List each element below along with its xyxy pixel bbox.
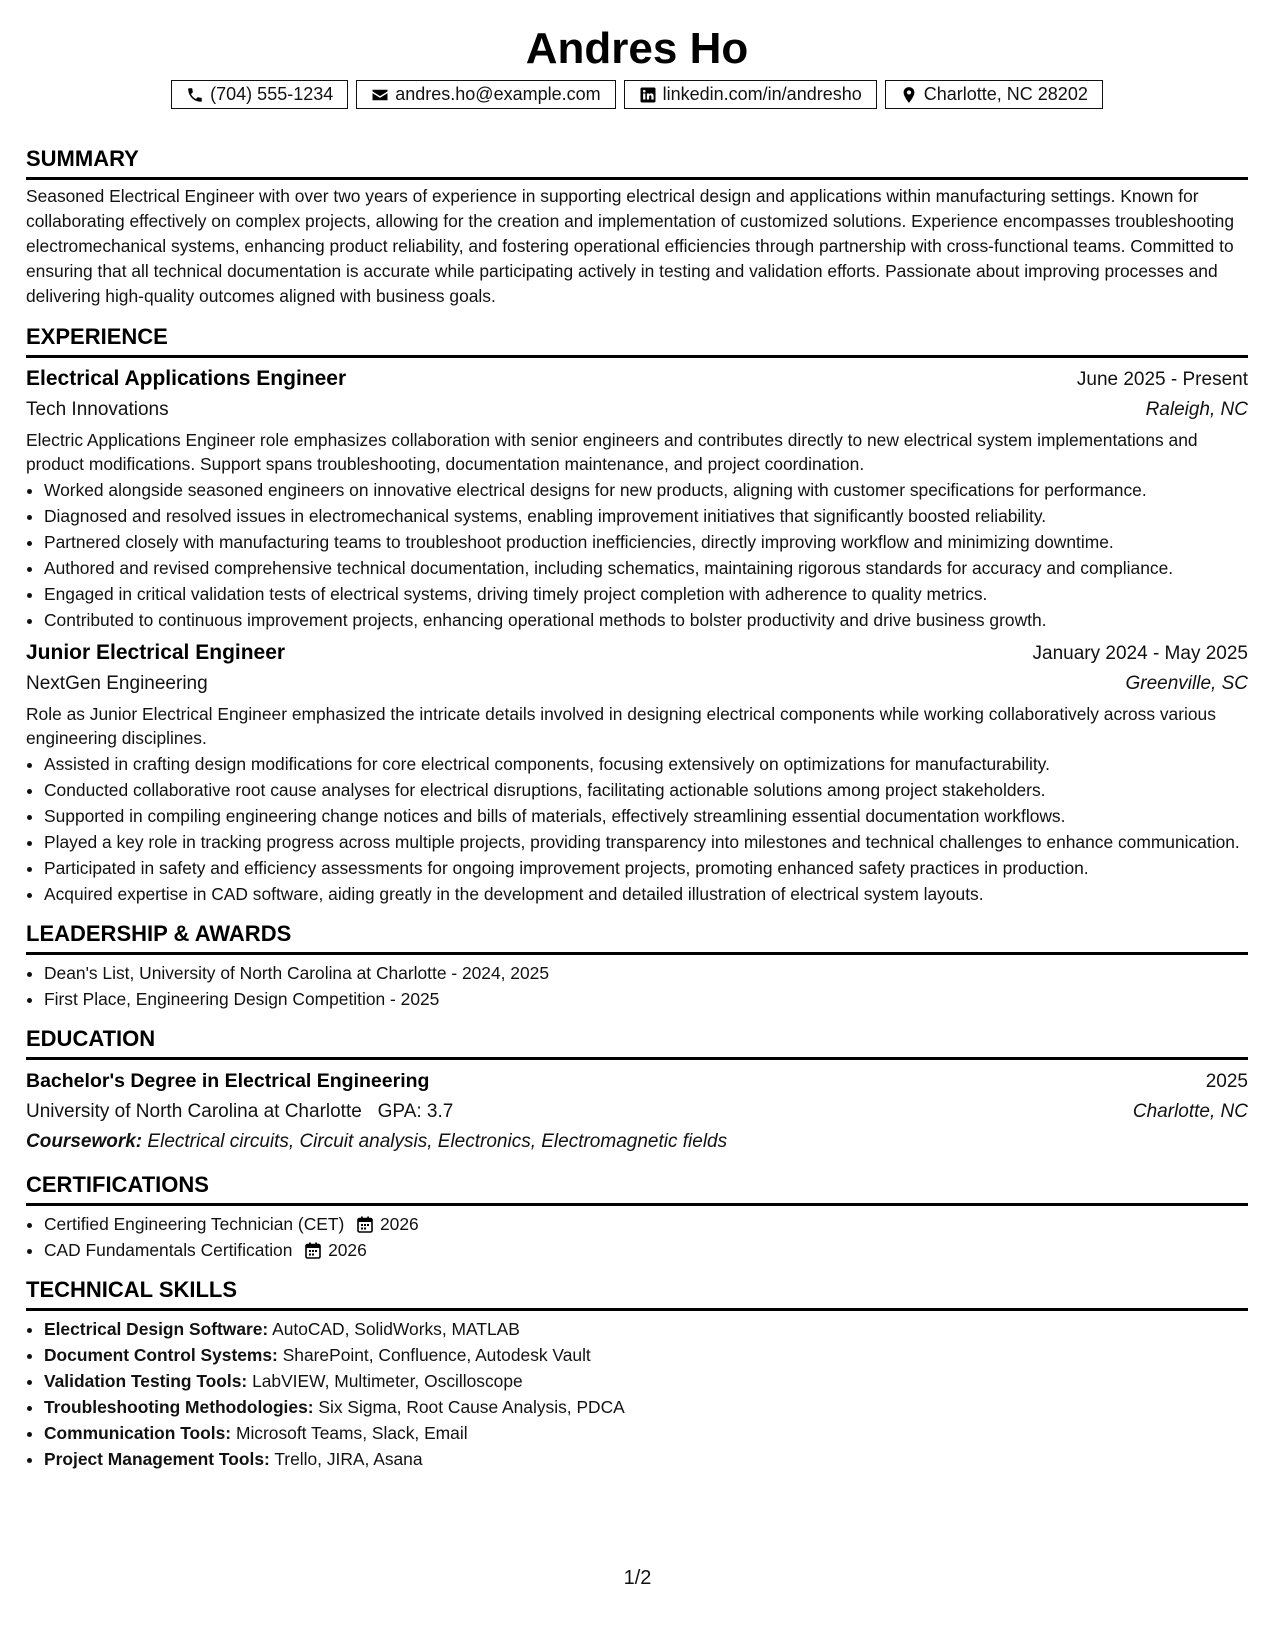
list-item: • Worked alongside seasoned engineers on innovative electrical designs for new products, aligning with customer specifications for performance.: [44, 478, 1248, 502]
summary-heading: SUMMARY: [26, 145, 1248, 180]
contact-phone-text: (704) 555-1234: [210, 84, 334, 104]
map-pin-icon: [900, 86, 918, 104]
summary-text: Seasoned Electrical Engineer with over two years of experience in supporting electrical design and applications within manufacturing settings. Known for collaborating effectively on complex projects, allowing for the creation and implementation of customized solutions. Experience encompasses troubleshooting electromechanical systems, enhancing product reliability, and fostering operational efficiencies through partnership with cross-functional teams. Committed to ensuring that all technical documentation is accurate while participating actively in testing and validation efforts. Passionate about improving processes and delivering high-quality outcomes aligned with business goals.: [26, 186, 1235, 306]
list-item: [44, 1447, 1248, 1471]
job-company: Tech Innovations: [26, 399, 169, 420]
list-item: [44, 1421, 1248, 1445]
job-description: Electric Applications Engineer role emphasizes collaboration with senior engineers and contributes directly to new electrical system implementations and product modifications. Support spans troubleshooting, documentation maintenance, and project coordination.: [26, 430, 1198, 474]
skill-label: Troubleshooting Methodologies:: [44, 1397, 314, 1417]
skills-list: [26, 1317, 1248, 1471]
certification-year: 2026: [328, 1240, 367, 1260]
job-title: Electrical Applications Engineer: [26, 367, 347, 390]
skills-heading: TECHNICAL SKILLS: [26, 1276, 1248, 1311]
skills-section: [26, 1276, 1248, 1471]
skill-value: Six Sigma, Root Cause Analysis, PDCA: [318, 1397, 625, 1417]
list-item: • Authored and revised comprehensive technical documentation, including schematics, maintaining rigorous standards for accuracy and compliance.: [44, 556, 1248, 580]
list-item: • Assisted in crafting design modifications for core electrical components, focusing extensively on optimizations for manufacturability.: [44, 752, 1248, 776]
list-item: • Contributed to continuous improvement projects, enhancing operational methods to bolster productivity and drive business growth.: [44, 608, 1248, 632]
contact-email-text: andres.ho@example.com: [395, 84, 601, 104]
resume-content: [26, 22, 1248, 1471]
candidate-name: Andres Ho: [525, 24, 749, 73]
list-item: • Played a key role in tracking progress across multiple projects, providing transparency into milestones and technical challenges to enhance communication.: [44, 830, 1248, 854]
job-entry: [26, 638, 1248, 906]
list-item: • First Place, Engineering Design Competition - 2025: [44, 987, 1248, 1011]
school-location: Charlotte, NC: [1132, 1101, 1248, 1122]
job-location: Raleigh, NC: [1145, 399, 1248, 420]
skill-value: Trello, JIRA, Asana: [274, 1449, 423, 1469]
education-section: [26, 1025, 1248, 1157]
skill-label: Validation Testing Tools:: [44, 1371, 248, 1391]
job-bullets: [26, 478, 1248, 632]
contact-email[interactable]: [356, 80, 615, 109]
contact-linkedin-text: linkedin.com/in/andresho: [662, 84, 862, 104]
list-item: [44, 1212, 1248, 1236]
job-location: Greenville, SC: [1125, 673, 1248, 694]
skill-label: Project Management Tools:: [44, 1449, 270, 1469]
list-item: • Dean's List, University of North Carolina at Charlotte - 2024, 2025: [44, 961, 1248, 985]
list-item: [44, 1369, 1248, 1393]
graduation-year: 2025: [1205, 1071, 1248, 1092]
school-line: [26, 1097, 453, 1127]
leadership-section: [26, 920, 1248, 1011]
job-description: Role as Junior Electrical Engineer emphasized the intricate details involved in designing electrical components while working collaboratively across various engineering disciplines.: [26, 704, 1216, 748]
contact-location-text: Charlotte, NC 28202: [923, 84, 1088, 104]
contact-bar: [26, 80, 1248, 109]
contact-location[interactable]: [885, 80, 1103, 109]
job-title: Junior Electrical Engineer: [26, 641, 286, 664]
linkedin-icon: [639, 86, 657, 104]
page-number: 1/2: [623, 1567, 652, 1589]
school-name: University of North Carolina at Charlotte: [26, 1101, 362, 1122]
list-item: • Conducted collaborative root cause analyses for electrical disruptions, facilitating actionable solutions among project stakeholders.: [44, 778, 1248, 802]
skill-value: LabVIEW, Multimeter, Oscilloscope: [252, 1371, 523, 1391]
list-item: • Partnered closely with manufacturing teams to troubleshoot production inefficiencies, directly improving workflow and minimizing downtime.: [44, 530, 1248, 554]
calendar-icon: [305, 1242, 321, 1259]
gpa: GPA: 3.7: [377, 1101, 454, 1122]
calendar-icon: [357, 1216, 373, 1233]
list-item: • Acquired expertise in CAD software, aiding greatly in the development and detailed illustration of electrical system layouts.: [44, 882, 1248, 906]
job-company: NextGen Engineering: [26, 673, 208, 694]
certification-name: Certified Engineering Technician (CET): [44, 1214, 345, 1234]
skill-label: Document Control Systems:: [44, 1345, 278, 1365]
leadership-list: [26, 961, 1248, 1011]
coursework-label: Coursework:: [26, 1131, 143, 1152]
coursework-list: Electrical circuits, Circuit analysis, Electronics, Electromagnetic fields: [147, 1131, 728, 1152]
experience-heading: EXPERIENCE: [26, 323, 1248, 358]
job-entry: [26, 364, 1248, 632]
certification-name: CAD Fundamentals Certification: [44, 1240, 293, 1260]
skill-value: Microsoft Teams, Slack, Email: [235, 1423, 468, 1443]
job-bullets: [26, 752, 1248, 906]
list-item: [44, 1395, 1248, 1419]
summary-section: [26, 145, 1248, 309]
phone-icon: [186, 86, 204, 104]
certification-year: 2026: [379, 1214, 419, 1234]
contact-phone[interactable]: [171, 80, 348, 109]
certifications-section: [26, 1171, 1248, 1262]
coursework-line: [26, 1127, 1248, 1157]
job-dates: January 2024 - May 2025: [1032, 643, 1248, 664]
skill-value: AutoCAD, SolidWorks, MATLAB: [272, 1319, 520, 1339]
certifications-list: [26, 1212, 1248, 1262]
list-item: • Participated in safety and efficiency assessments for ongoing improvement projects, promoting enhanced safety practices in production.: [44, 856, 1248, 880]
envelope-icon: [371, 86, 389, 104]
contact-linkedin[interactable]: [624, 80, 877, 109]
skill-value: SharePoint, Confluence, Autodesk Vault: [282, 1345, 591, 1365]
leadership-heading: LEADERSHIP & AWARDS: [26, 920, 1248, 955]
list-item: • Engaged in critical validation tests of electrical systems, driving timely project completion with adherence to quality metrics.: [44, 582, 1248, 606]
education-heading: EDUCATION: [26, 1025, 1248, 1060]
skill-label: Electrical Design Software:: [44, 1319, 269, 1339]
list-item: [44, 1343, 1248, 1367]
skill-label: Communication Tools:: [44, 1423, 232, 1443]
job-dates: June 2025 - Present: [1076, 369, 1248, 390]
list-item: • Diagnosed and resolved issues in electromechanical systems, enabling improvement initiatives that significantly boosted reliability.: [44, 504, 1248, 528]
list-item: [44, 1317, 1248, 1341]
list-item: [44, 1238, 1248, 1262]
degree-title: Bachelor's Degree in Electrical Engineering: [26, 1070, 430, 1092]
experience-section: [26, 323, 1248, 906]
certifications-heading: CERTIFICATIONS: [26, 1171, 1248, 1206]
list-item: • Supported in compiling engineering change notices and bills of materials, effectively streamlining essential documentation workflows.: [44, 804, 1248, 828]
